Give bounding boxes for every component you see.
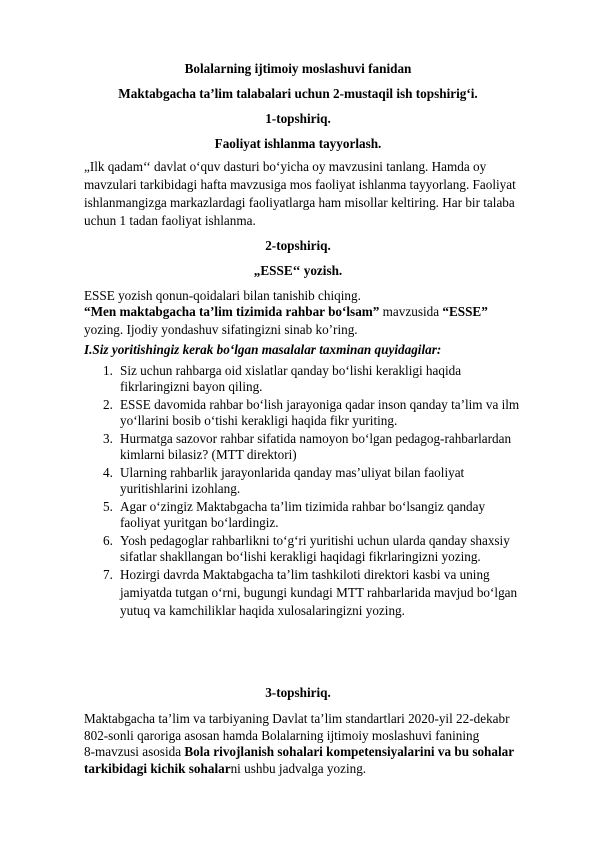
list-number: 1. [103,363,113,378]
task1-text-line: uchun 1 tadan faoliyat ishlanma. [84,213,256,228]
plain-text: mavzusida [379,304,443,319]
plain-text: 8-mavzusi asosida [84,744,185,759]
task2-text-line: yozing. Ijodiy yondashuv sifatingizni sinab ko’ring. [84,322,358,337]
list-item-line: Hurmatga sazovor rahbar sifatida namoyon bo‘lgan pedagog-rahbarlardan [120,431,512,446]
list-number: 2. [103,397,113,412]
plain-text: ni ushbu jadvalga yozing. [230,761,367,776]
list-item-line: yo‘llarini bosib o‘tishi kerakligi haqida fikr yuriting. [120,413,398,428]
task3-text-line: Maktabgacha ta’lim va tarbiyaning Davlat ta’lim standartlari 2020-yil 22-dekabr [84,711,510,726]
task1-text-line: „Ilk qadam‘‘ davlat o‘quv dasturi bo‘yicha oy mavzusini tanlang. Hamda oy [84,159,487,174]
task2-text-line [84,304,488,320]
task3-text-line: 802-sonli qaroriga asosan hamda Bolalarning ijtimoiy moslashuvi fanining [84,728,480,743]
questions-intro: I.Siz yoritishingiz kerak bo‘lgan masalalar taxminan quyidagilar: [84,342,442,357]
list-item-line: yutuq va kamchiliklar haqida xulosalaringizni yozing. [120,603,405,618]
task1-title: Faoliyat ishlanma tayyorlash. [214,136,382,151]
task1-heading: 1-topshiriq. [265,111,331,126]
bold-phrase: tarkibidagi kichik sohalar [84,761,231,776]
bold-esse: “ESSE” [442,304,488,319]
bold-phrase: Bola rivojlanish sohalari kompetensiyalarini va bu sohalar [184,744,515,759]
list-number: 6. [103,533,113,548]
list-number: 3. [103,431,113,446]
list-item-line: fikrlaringizni bayon qiling. [120,379,263,394]
bold-topic: “Men maktabgacha ta’lim tizimida rahbar bo‘lsam” [84,304,380,319]
list-item-line: faoliyat yuritgan bo‘lardingiz. [120,515,279,530]
task1-text-line: ishlanmangizga markazlardagi faoliyatlarga ham misollar keltiring. Har bir talaba [84,195,515,210]
task2-title: „ESSE‘‘ yozish. [253,263,343,278]
list-item-line: jamiyatda tutgan o‘rni, bugungi kundagi MTT rahbarlarida mavjud bo‘lgan [120,585,518,600]
list-item-line: ESSE davomida rahbar bo‘lish jarayoniga qadar inson qanday ta’lim va ilm [120,397,520,412]
task2-heading: 2-topshiriq. [265,238,331,253]
list-number: 4. [103,465,113,480]
list-number: 7. [103,567,113,582]
task1-text-line: mavzulari tarkibidagi hafta mavzusiga mos faoliyat ishlanma tayyorlang. Faoliyat [84,177,516,192]
list-item-line: Ularning rahbarlik jarayonlarida qanday mas’uliyat bilan faoliyat [120,465,465,480]
list-item-line: kimlarni bilasiz? (MTT direktori) [120,447,297,462]
list-item-line: Agar o‘zingiz Maktabgacha ta’lim tizimida rahbar bo‘lsangiz qanday [120,499,486,514]
doc-subtitle: Maktabgacha ta’lim talabalari uchun 2-mustaqil ish topshirig‘i. [118,86,478,101]
list-number: 5. [103,499,113,514]
list-item-line: Yosh pedagoglar rahbarlikni to‘g‘ri yuritishi uchun ularda qanday shaxsiy [120,533,510,548]
task3-text-line [84,744,514,760]
list-item-line: Siz uchun rahbarga oid xislatlar qanday bo‘lishi kerakligi haqida [120,363,462,378]
task2-text-line: ESSE yozish qonun-qoidalari bilan tanishib chiqing. [84,288,361,303]
list-item-line: sifatlar shakllangan bo‘lishi kerakligi haqidagi fikrlaringizni yozing. [120,549,481,564]
doc-title: Bolalarning ijtimoiy moslashuvi fanidan [184,61,412,76]
task3-text-line [84,761,366,777]
list-item-line: Hozirgi davrda Maktabgacha ta’lim tashkiloti direktori kasbi va uning [120,567,490,582]
task3-heading: 3-topshiriq. [265,685,331,700]
list-item-line: yuritishlarini izohlang. [120,481,241,496]
